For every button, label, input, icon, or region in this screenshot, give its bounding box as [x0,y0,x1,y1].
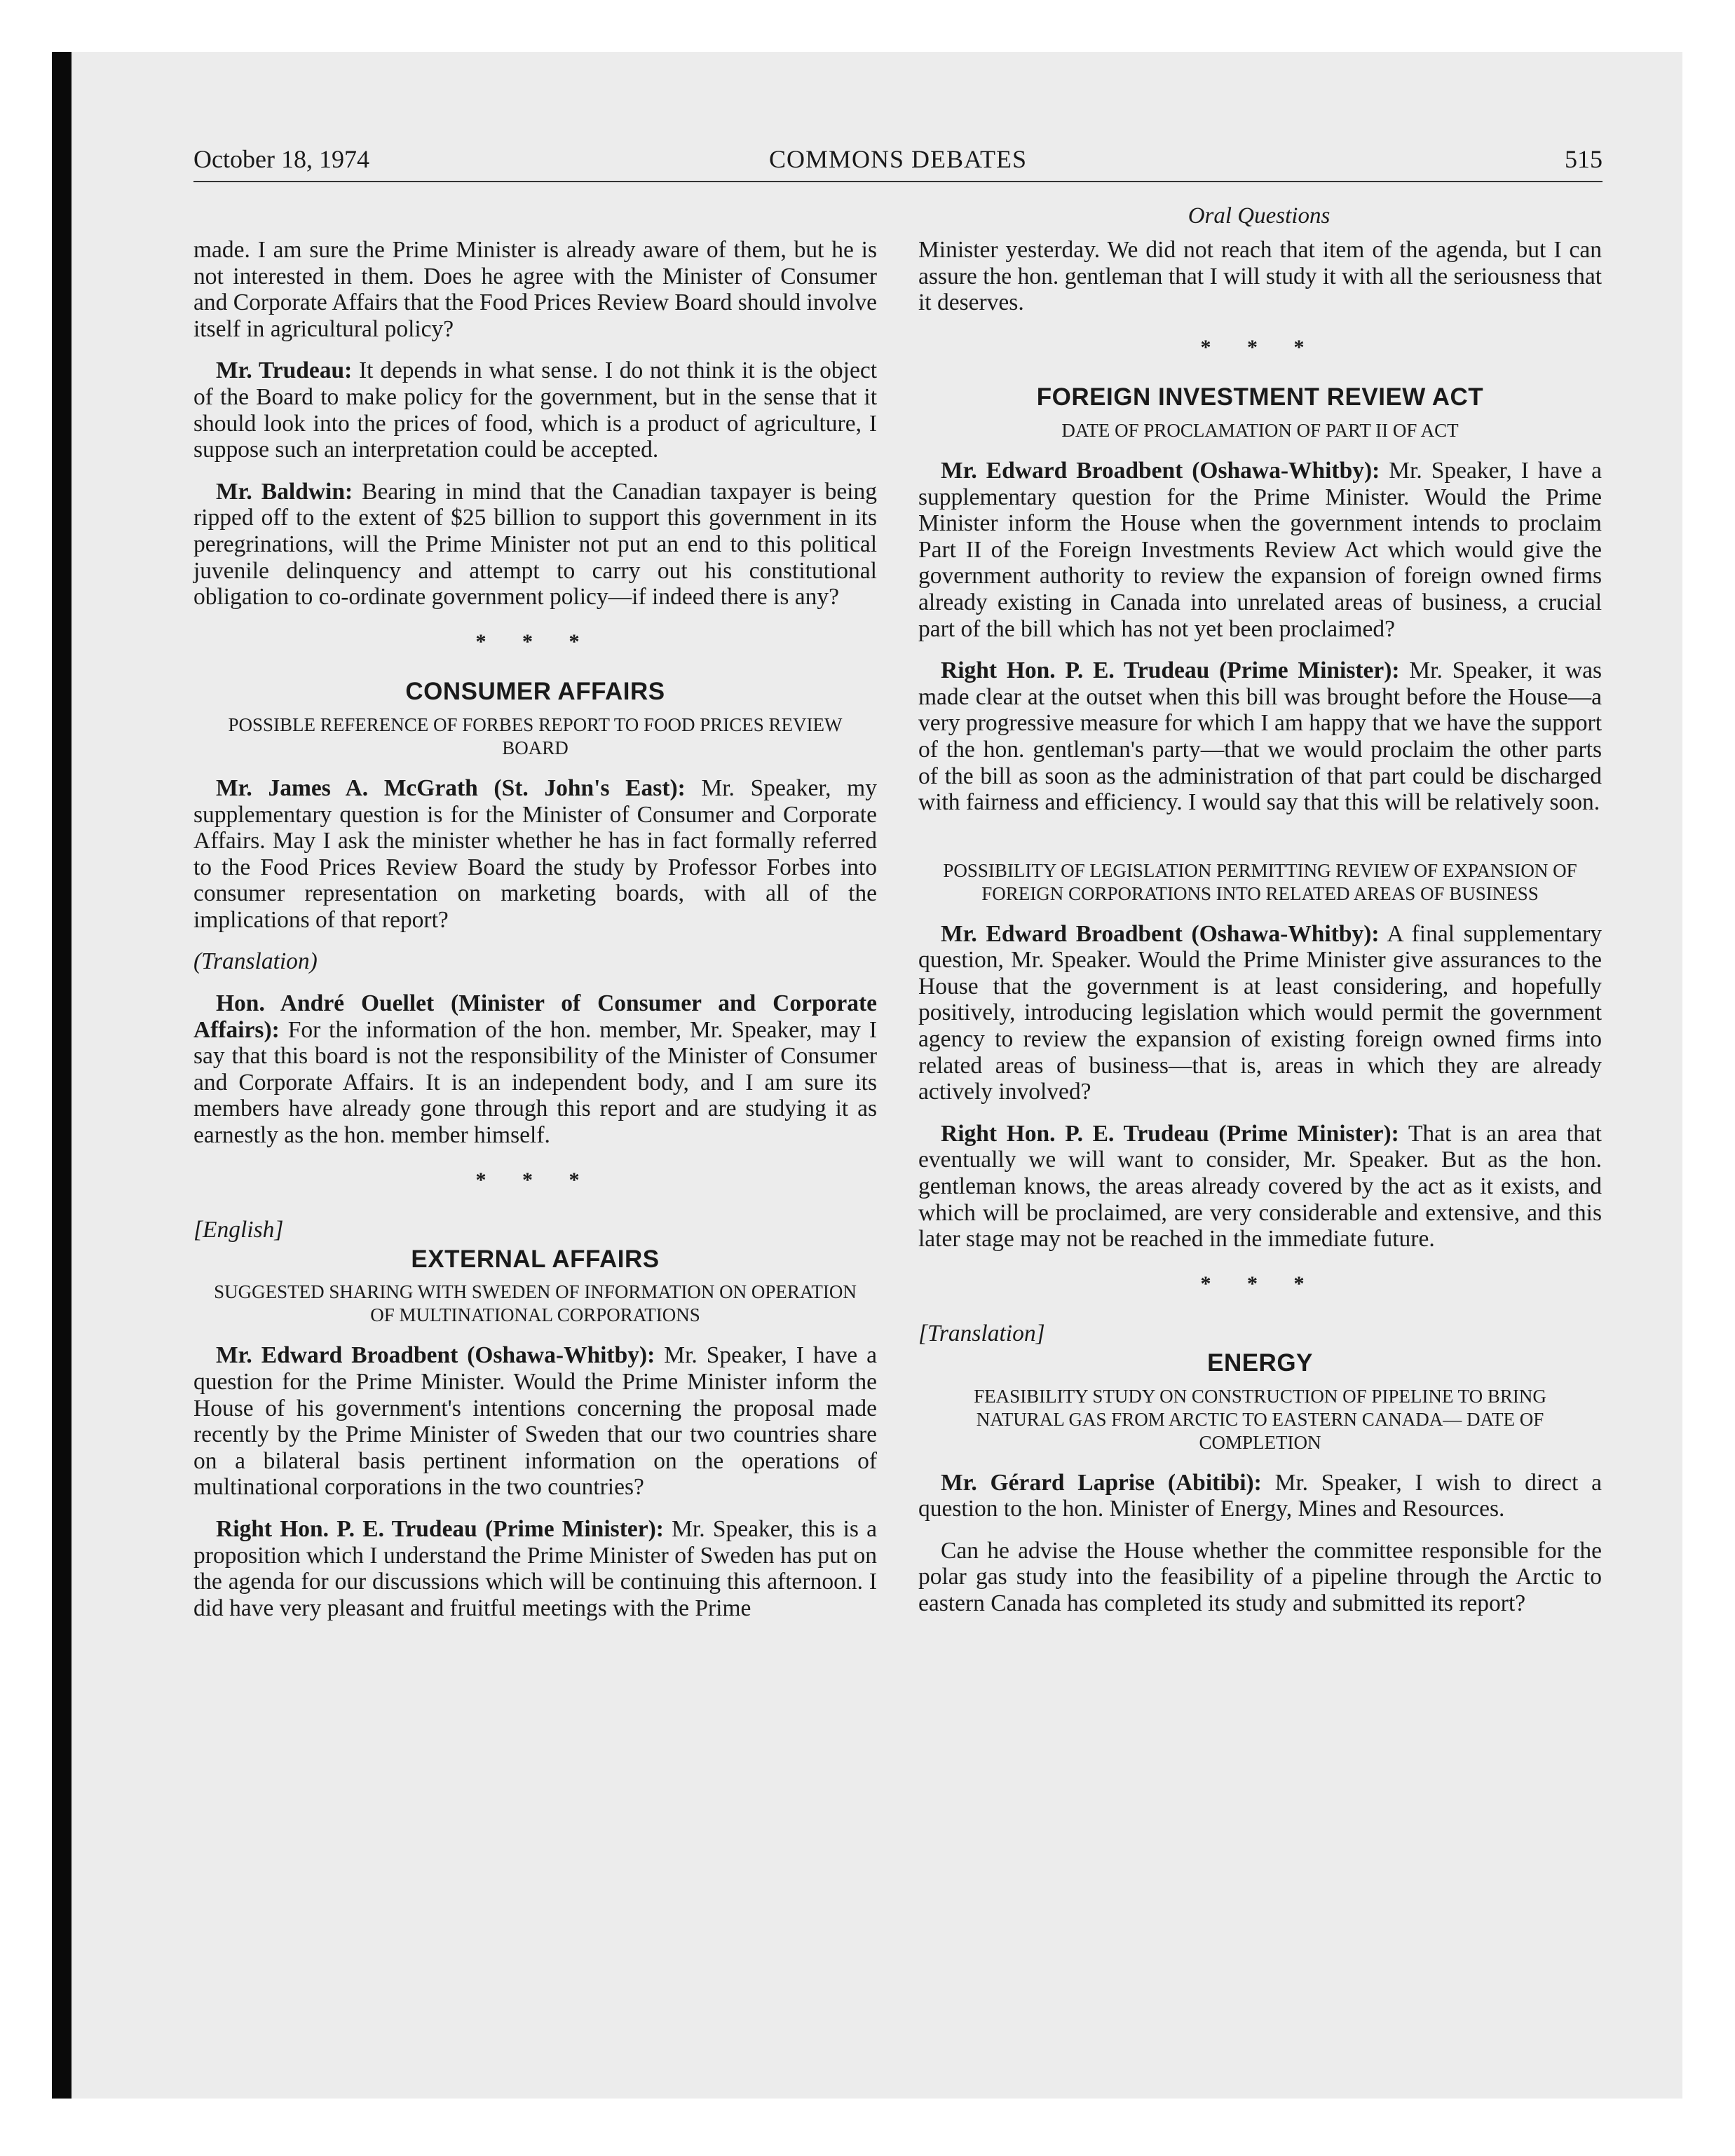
speaker-name: Mr. Edward Broadbent (Oshawa-Whitby): [216,1342,655,1369]
speaker-name: Right Hon. P. E. Trudeau (Prime Minister): [941,657,1400,684]
paragraph: made. I am sure the Prime Minister is already aware of them, but he is not interested in them. Does he agree with the Minister of Consumer and Corporate Affairs that the Food Prices Review Board should involve itself in agricultural policy? [193,237,877,342]
speech-text: Mr. Speaker, I have a supplementary question for the Prime Minister. Would the Prime Minister inform the House when the government intends to proclaim Part II of the Foreign Investments Review Act which would give the government authority to review the expansion of foreign owned firms already existing in Canada into unrelated areas of business, a crucial part of the bill which has not yet been proclaimed? [918,457,1602,642]
paragraph [193,990,877,1149]
section-heading: EXTERNAL AFFAIRS [411,1245,660,1273]
left-column [193,237,877,1637]
section-divider: * * * [1200,1271,1320,1295]
speaker-name: Hon. André Ouellet (Minister of Consumer and Corporate Affairs): [193,990,877,1043]
paragraph [918,458,1602,642]
paragraph: Can he advise the House whether the committee responsible for the polar gas study into the feasibility of a pipeline through the Arctic to eastern Canada has completed its study and submitted its report? [918,1537,1602,1616]
running-head: Oral Questions [1188,203,1331,228]
speech-text: Mr. Speaker, I wish to direct a question to the hon. Minister of Energy, Mines and Resources. [918,1469,1602,1522]
speech-text: For the information of the hon. member, Mr. Speaker, may I say that this board is not the responsibility of the Minister of Consumer and Corporate Affairs. It is an independent body, and I am sure its members have already gone through this report and are studying it as earnestly as the hon. member himself. [193,1016,877,1149]
right-column [918,237,1602,1632]
paragraph [193,1516,877,1621]
subsection-heading: DATE OF PROCLAMATION OF PART II OF ACT [1061,419,1459,441]
section-divider: * * * [1200,335,1320,359]
page-number: 515 [1565,145,1603,173]
section-heading: FOREIGN INVESTMENT REVIEW ACT [1036,383,1484,411]
paragraph [193,357,877,463]
speech-text: A final supplementary question, Mr. Speaker. Would the Prime Minister give assurances to the House that the government is at least considering, and hopefully positively, introducing legislation which would permit the government agency to review the expansion of existing foreign owned firms into related areas of business—that is, areas in which they are already actively involved? [918,920,1603,1105]
page-header [193,144,1603,184]
paragraph: Minister yesterday. We did not reach that item of the agenda, but I can assure the hon. gentleman that I will study it with all the seriousness that it deserves. [918,237,1602,316]
speaker-name: Mr. Baldwin: [216,478,353,505]
language-marker: [Translation] [918,1321,1045,1347]
speaker-name: Mr. Edward Broadbent (Oshawa-Whitby): [941,920,1380,947]
speech-text: It depends in what sense. I do not think it is the object of the Board to make policy for the government, but in the sense that it should look into the prices of food, which is a product of agriculture, I suppose such an interpretation could be accepted. [193,357,877,463]
section-heading: ENERGY [1207,1349,1313,1377]
speech-text: Mr. Speaker, I have a question for the Prime Minister. Would the Prime Minister inform the House of his government's intentions concerning the proposal made recently by the Prime Minister of Sweden that our two countries share on a bilateral basis pertinent information on the operations of multinational corporations in the two countries? [193,1342,877,1501]
subsection-heading: FEASIBILITY STUDY ON CONSTRUCTION OF PIPELINE TO BRING NATURAL GAS FROM ARCTIC TO EASTERN CANADA— DATE OF COMPLETION [974,1385,1546,1453]
speech-text: Mr. Speaker, my supplementary question is for the Minister of Consumer and Corporate Affairs. May I ask the minister whether he has in fact formally referred to the Food Prices Review Board the study by Professor Forbes into consumer representation on marketing boards, with all of the implications of that report? [193,775,877,933]
paragraph [193,1342,877,1501]
paragraph [918,921,1602,1105]
paragraph [193,479,877,610]
section-divider: * * * [475,629,595,653]
speaker-name: Right Hon. P. E. Trudeau (Prime Minister): [941,1120,1399,1147]
speech-text: That is an area that eventually we will want to consider, Mr. Speaker. But as the hon. gentleman knows, the areas already covered by the act as it exists, and which will be proclaimed, are very considerable and extensive, and this later stage may not be reached in the immediate future. [918,1120,1602,1253]
speech-text: Mr. Speaker, it was made clear at the outset when this bill was brought before the House—a very progressive measure for which I am happy that we have the support of the hon. gentleman's party—that we would proclaim the other parts of the bill as soon as the administration of that part could be discharged with fairness and efficiency. I would say that this will be relatively soon. [918,657,1602,816]
paragraph [918,1470,1602,1522]
spacer [918,831,1602,859]
speaker-name: Mr. James A. McGrath (St. John's East): [216,775,686,801]
section-heading: CONSUMER AFFAIRS [405,678,665,706]
subsection-heading: POSSIBLE REFERENCE OF FORBES REPORT TO FOOD PRICES REVIEW BOARD [228,714,843,758]
paragraph [918,1121,1602,1253]
speaker-name: Mr. Trudeau: [216,357,353,384]
subsection-heading: SUGGESTED SHARING WITH SWEDEN OF INFORMATION ON OPERATION OF MULTINATIONAL CORPORATIONS [214,1281,857,1326]
paragraph [918,657,1602,816]
section-divider: * * * [475,1168,595,1192]
binding-edge [52,52,72,2099]
language-marker: (Translation) [193,948,318,975]
paragraph [193,775,877,934]
speech-text: Mr. Speaker, this is a proposition which I understand the Prime Minister of Sweden has put on the agenda for our discussions which will be continuing this afternoon. I did have very pleasant and fruitful meetings with the Prime [193,1515,877,1621]
speaker-name: Mr. Edward Broadbent (Oshawa-Whitby): [941,457,1380,484]
header-rule [193,181,1603,182]
speech-text: Bearing in mind that the Canadian taxpayer is being ripped off to the extent of $25 billion to support this government in its peregrinations, will the Prime Minister not put an end to this political juvenile delinquency and attempt to carry out his constitutional obligation to co-ordinate government policy—if indeed there is any? [193,478,877,610]
subsection-heading: POSSIBILITY OF LEGISLATION PERMITTING REVIEW OF EXPANSION OF FOREIGN CORPORATIONS INTO RELATED AREAS OF BUSINESS [943,859,1577,904]
publication-title: COMMONS DEBATES [768,145,1028,173]
page-date: October 18, 1974 [193,145,369,173]
language-marker: [English] [193,1217,284,1243]
speaker-name: Mr. Gérard Laprise (Abitibi): [941,1469,1262,1496]
speaker-name: Right Hon. P. E. Trudeau (Prime Minister): [216,1515,664,1542]
